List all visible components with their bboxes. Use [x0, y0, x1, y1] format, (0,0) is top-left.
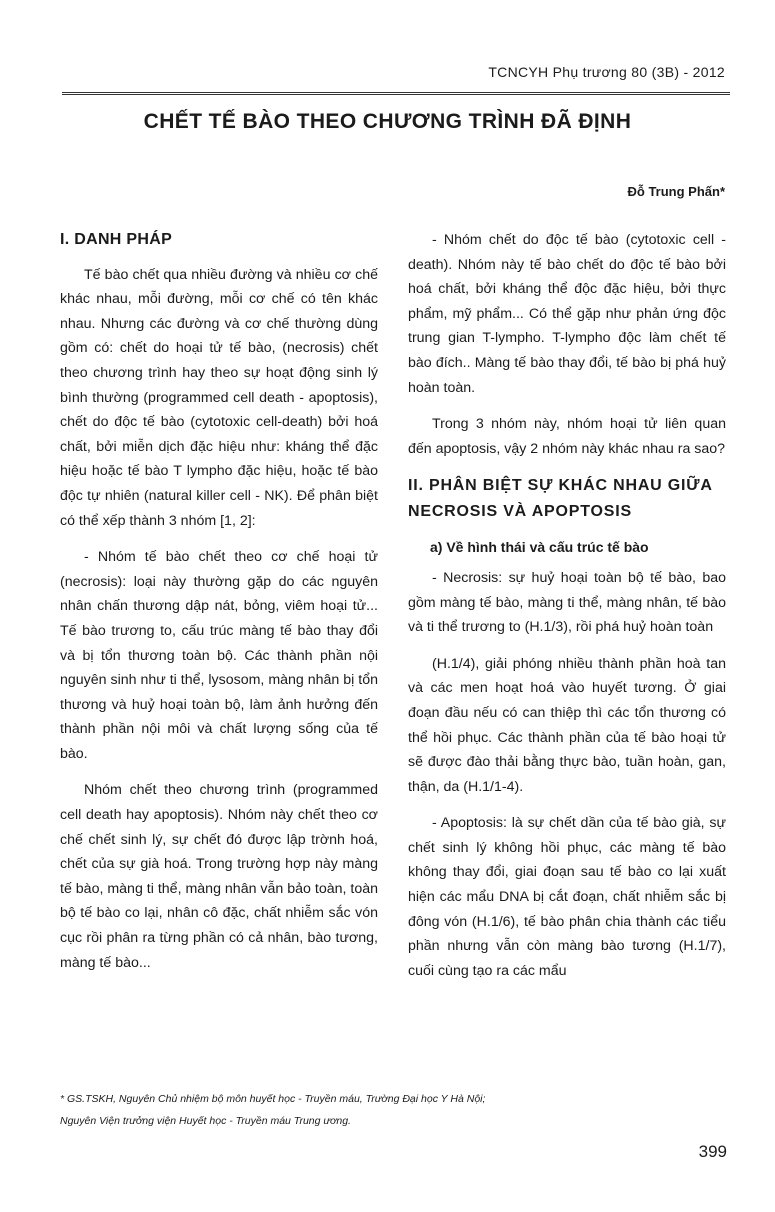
section-heading-phan-biet: II. PHÂN BIỆT SỰ KHÁC NHAU GIỮA NECROSIS VÀ APOPTOSIS: [408, 477, 713, 521]
subsection-heading: a) Về hình thái và cấu trúc tế bào: [430, 539, 649, 556]
paragraph: - Necrosis: sự huỷ hoại toàn bộ tế bào, bao gồm màng tế bào, màng ti thể, màng nhân, tế bào và ti thể trương to (H.1/3), rồi phá huỷ hoàn toàn: [408, 569, 726, 636]
left-column: [60, 228, 378, 987]
paragraph: Tế bào chết qua nhiều đường và nhiều cơ chế khác nhau, mỗi đường, mỗi cơ chế có tên khác nhau. Nhưng các đường và cơ chế thường dùng gồm có: chết do hoại tử tế bào, (necrosis) chết theo chương trình hay theo sự hoạt động sinh lý bình thường (programmed cell death - apoptosis), chết do độc tế bào (cytotoxic cell-death) bởi hoá chất, bởi miễn dịch đặc hiệu như: kháng thể đặc hiệu hoặc tế bào T lympho đặc hiệu, hoặc tế bào độc tự nhiên (natural killer cell - NK). Để phân biệt có thể xếp thành 3 nhóm [1, 2]:: [60, 266, 378, 529]
header-rule: [62, 92, 730, 95]
paragraph: (H.1/4), giải phóng nhiều thành phần hoà tan và các men hoạt hoá vào huyết tương. Ở giai đoạn đầu nếu có can thiệp thì các tổn thương có thể hồi phục. Các thành phần của tế bào hoại tử sẽ được đào thải bằng thực bào, tuần hoàn, gan, thận, da (H.1/1-4).: [408, 655, 726, 795]
journal-header: TCNCYH Phụ trương 80 (3B) - 2012: [488, 64, 725, 80]
page-number: 399: [698, 1142, 727, 1161]
footnote-line: * GS.TSKH, Nguyên Chủ nhiệm bộ môn huyết học - Truyền máu, Trường Đại học Y Hà Nội;: [60, 1093, 486, 1105]
paragraph: Trong 3 nhóm này, nhóm hoại tử liên quan đến apoptosis, vậy 2 nhóm này khác nhau ra sao?: [408, 416, 726, 457]
paragraph: - Apoptosis: là sự chết dần của tế bào già, sự chết sinh lý không hồi phục, các màng tế bào không thay đổi, giai đoạn sau tế bào co lại xuất hiện các mẩu DNA bị cắt đoạn, chất nhiễm sắc bị đông vón (H.1/6), tế bào phân chia thành các tiểu phần nhưng vẫn còn màng bào tương (H.1/7), cuối cùng tạo ra các mẩu: [408, 815, 726, 979]
right-column: [408, 228, 726, 995]
section-heading-danh-phap: I. DANH PHÁP: [60, 231, 173, 248]
paragraph: Nhóm chết theo chương trình (programmed cell death hay apoptosis). Nhóm này chết theo cơ chế chết sinh lý, sự chết đó được lập trờnh hoá, chết của sự già hoá. Trong trường hợp này màng tế bào, màng ti thể, màng nhân vẫn bảo toàn, toàn bộ tế bào co lại, nhân cô đặc, chất nhiễm sắc vón cục rồi phân ra từng phần có cả nhân, bào tương, màng tế bào...: [60, 782, 378, 971]
paragraph: - Nhóm tế bào chết theo cơ chế hoại tử (necrosis): loại này thường gặp do các nguyên nhân chấn thương dập nát, bỏng, viêm hoại tử... Tế bào trương to, cấu trúc màng tế bào thay đổi và bị tổn thương toàn bộ. Các thành phần nội nguyên sinh như ti thể, lysosom, màng nhân bị tổn thương và huỷ hoại toàn bộ, làm ảnh hưởng đến thành phần nội môi và chất lượng sống của tế bào.: [60, 549, 378, 762]
paragraph: - Nhóm chết do độc tế bào (cytotoxic cell - death). Nhóm này tế bào chết do độc tế bào bởi hoá chất, bởi kháng thể độc đặc hiệu, bởi thực phẩm, mỹ phẩm... Có thể gặp như phản ứng độc trung gian T-lympho. T-lympho độc làm chết tế bào đích.. Màng tế bào thay đổi, tế bào bị phá huỷ hoàn toàn.: [408, 232, 726, 396]
footnote-line: Nguyên Viện trưởng viện Huyết học - Truyền máu Trung ương.: [60, 1115, 351, 1127]
article-title: CHẾT TẾ BÀO THEO CHƯƠNG TRÌNH ĐÃ ĐỊNH: [143, 110, 632, 133]
footnote: [60, 1088, 700, 1132]
author-name: Đỗ Trung Phấn*: [627, 184, 725, 199]
